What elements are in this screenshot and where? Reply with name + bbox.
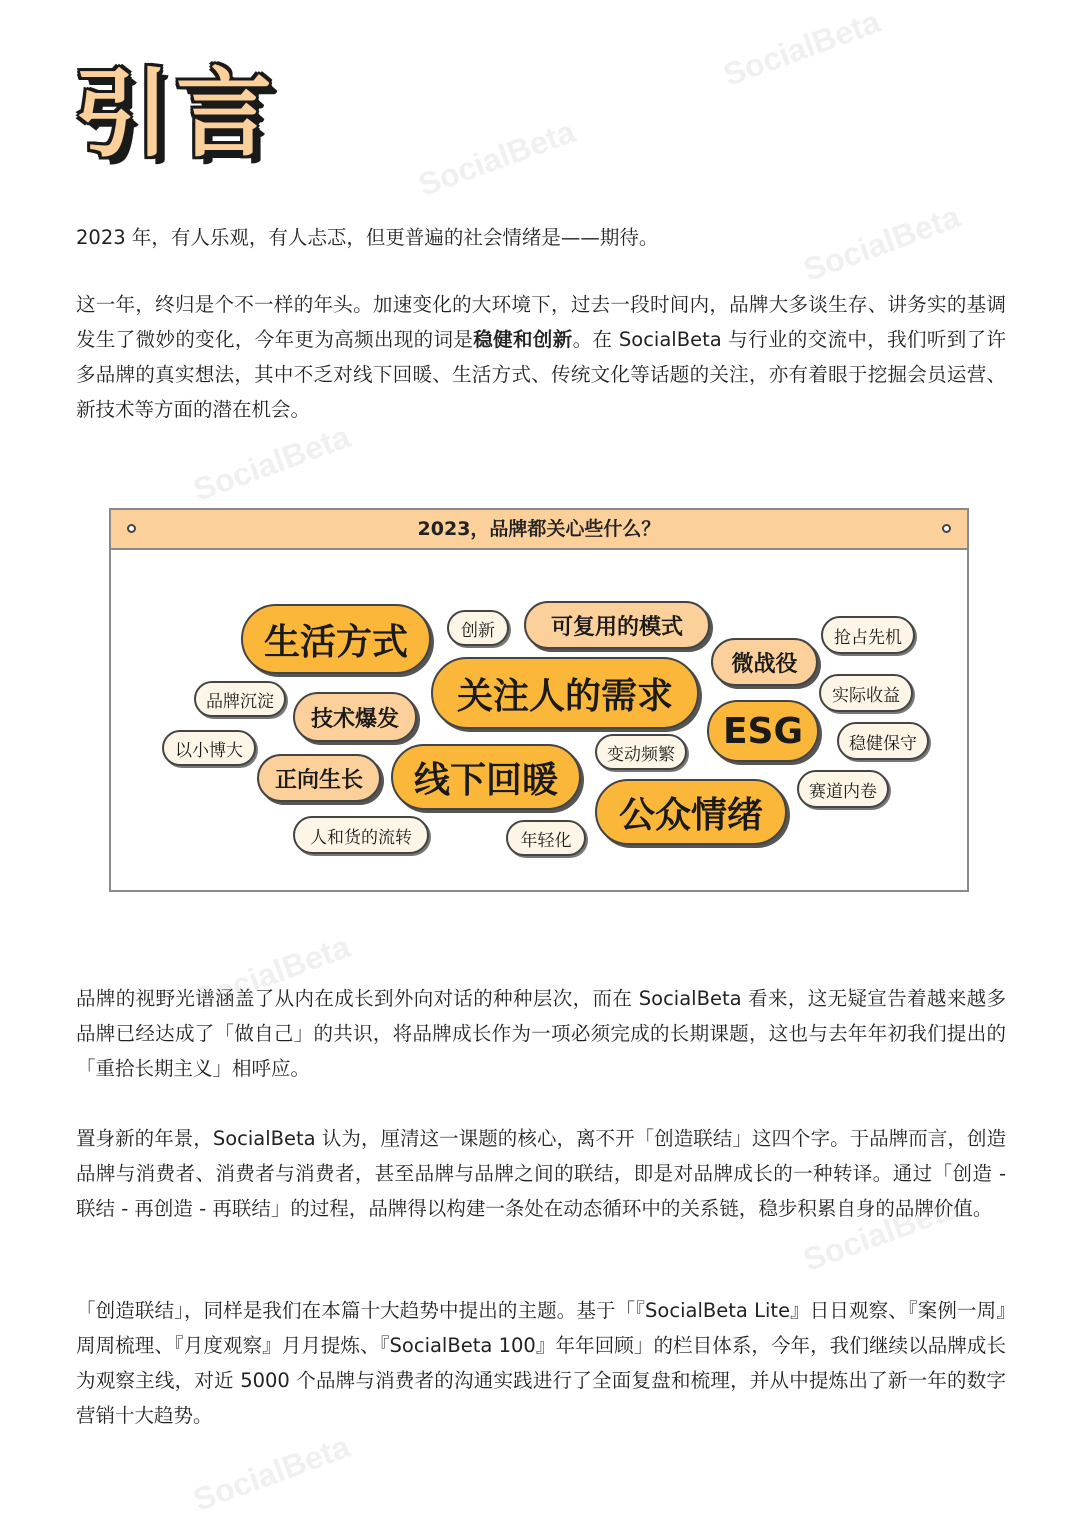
tag-change-freq: 变动频繁 [595, 734, 687, 770]
tag-small-big: 以小博大 [162, 730, 256, 766]
tag-innovation: 创新 [447, 610, 509, 646]
tag-brand-deposit: 品牌沉淀 [194, 681, 286, 717]
watermark: SocialBeta [718, 3, 885, 93]
board-title: 2023，品牌都关心些什么？ [417, 518, 661, 540]
board-header [111, 510, 967, 550]
tag-lifestyle: 生活方式 [241, 604, 431, 674]
tag-people-goods: 人和货的流转 [293, 816, 429, 854]
tag-positive-growth: 正向生长 [257, 754, 381, 802]
pin-icon [127, 524, 136, 533]
watermark: SocialBeta [413, 113, 580, 203]
watermark: SocialBeta [188, 418, 355, 508]
intro-text-before: 这一年，终归是个不一样的年头。加速变化的大环境下，过去一段时间内，品牌大多谈生存、讲务实的基调发生了微妙的变化，今年更为高频出现的词是 [76, 293, 1006, 351]
brand-concerns-board [109, 508, 969, 892]
body-paragraph-2: 置身新的年景，SocialBeta 认为，厘清这一课题的核心，离不开「创造联结」这四个字。于品牌而言，创造品牌与消费者、消费者与消费者，甚至品牌与品牌之间的联结，即是对品牌成长的一种转译。通过「创造 - 联结 - 再创造 - 再联结」的过程，品牌得以构建一条处在动态循环中的关系链，稳步积累自身的品牌价值。 [76, 1127, 1006, 1220]
intro-paragraph-2 [76, 287, 1006, 427]
intro-text-after: 。在 SocialBeta 与行业的交流中，我们听到了许多品牌的真实想法，其中不乏对线下回暖、生活方式、传统文化等话题的关注，亦有着眼于挖掘会员运营、新技术等方面的潜在机会。 [76, 328, 1006, 421]
watermark: SocialBeta [188, 1428, 355, 1518]
tag-public-sentiment: 公众情绪 [595, 779, 787, 845]
tag-tech-burst: 技术爆发 [293, 692, 417, 742]
tag-track-involution: 赛道内卷 [797, 770, 889, 808]
body-paragraph-3: 「创造联结」，同样是我们在本篇十大趋势中提出的主题。基于「『SocialBeta Lite』日日观察、『案例一周』周周梳理、『月度观察』月月提炼、『SocialBeta 100』年年回顾」的栏目体系，今年，我们继续以品牌成长为观察主线，对近 5000 个品牌与消费者的沟通实践进行了全面复盘和梳理，并从中提炼出了新一年的数字营销十大趋势。 [76, 1299, 1006, 1427]
pin-icon [942, 524, 951, 533]
tag-younger: 年轻化 [506, 820, 586, 856]
watermark: SocialBeta [188, 928, 355, 1018]
tag-offline-recovery: 线下回暖 [391, 744, 581, 810]
tag-esg: ESG [707, 700, 819, 762]
watermark: SocialBeta [798, 198, 965, 288]
tag-human-needs: 关注人的需求 [431, 657, 699, 729]
intro-highlight: 稳健和创新 [473, 328, 573, 351]
tag-micro-campaign: 微战役 [711, 638, 818, 686]
tag-reusable-model: 可复用的模式 [524, 601, 710, 649]
intro-paragraph-1: 2023 年，有人乐观，有人忐忑，但更普遍的社会情绪是——期待。 [76, 226, 659, 249]
body-paragraph-1: 品牌的视野光谱涵盖了从内在成长到外向对话的种种层次，而在 SocialBeta 看来，这无疑宣告着越来越多品牌已经达成了「做自己」的共识，将品牌成长作为一项必须完成的长期课题，这也与去年年初我们提出的「重拾长期主义」相呼应。 [76, 987, 1006, 1080]
page-title: 引言 [74, 58, 278, 170]
tag-steady: 稳健保守 [837, 722, 929, 760]
tag-grab-first: 抢占先机 [821, 616, 915, 654]
watermark: SocialBeta [798, 1188, 965, 1278]
tag-real-income: 实际收益 [819, 674, 913, 712]
